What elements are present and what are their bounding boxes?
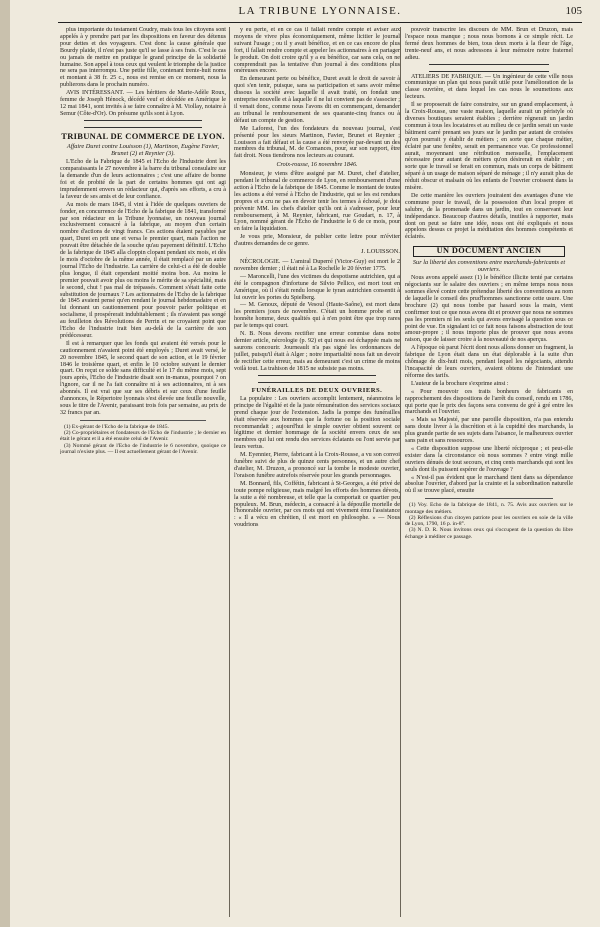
footnote: (3) N. D. R. Nous invitons ceux qui s'occupent de la question du libre échange à méditer ce passage. (405, 527, 573, 540)
newspaper-title: LA TRIBUNE LYONNAISE. (238, 5, 402, 17)
quote-paragraph: « N'est-il pas évident que le marchand tient dans sa dépendance absolue l'ouvrier, d'abord par la crainte et la subordination naturelle où il se trouve placé, ensuite (405, 474, 573, 495)
section-subtitle: Affaire Duret contre Louisson (1), Martinon, Eugène Favier, Brunet (2) et Reynier (3). (66, 143, 220, 158)
article-paragraph: Me Laforest, l'un des fondateurs du nouveau journal, s'est présenté pour les sieurs Martinon, Favier, Brunet et Reynier ; Louisson a fait défaut et la cause a été renvoyée par-devant un des membres du tribunal, M. de Comances, pour, sur son rapport, être fait droit. Nous tiendrons nos lecteurs au courant. (234, 125, 400, 160)
footnote: (2) Réflexions d'un citoyen patriote pour les ouvriers en soie de la ville de Lyon, 1790, 16 p. in-8°. (405, 514, 573, 528)
article-paragraph: L'auteur de la brochure s'exprime ainsi : (411, 380, 509, 387)
article-paragraph: En demeurant perte ou bénéfice, Duret avait le droit de savoir à quoi s'en tenir, puisque, sans sa participation et sans avoir même dissous la société avec laquelle il avait traité, on fondait une entreprise nouvelle et à laquelle il ne lui convient pas de s'associer ; il venait donc, comme nous l'avons dit en commençant, demander au tribunal le remboursement de ses quarante-cinq francs ou à défaut un compte de gestion. (234, 76, 400, 124)
boxed-section-title: UN DOCUMENT ANCIEN (413, 246, 565, 257)
header-rule (58, 22, 582, 23)
footnote: (2) Co-propriétaires et fondateurs de l'Echo de l'industrie ; le dernier en était le gérant et il a été ensuite celui de l'Avenir. (60, 430, 226, 443)
footnote: (1) Ex-gérant de l'Echo de la fabrique de 1845. (64, 423, 169, 430)
ornament-divider (258, 375, 376, 383)
footnote-rule (80, 420, 206, 421)
obituary-paragraph: — Maroncelli, l'une des victimes du despotisme autrichien, qui a été le compagnon d'infortune de Silvio Pellico, est mort tout en Amérique, où il s'était rendu lorsque le tyran autrichien consentit à lui ouvrir les portes du Spielberg. (234, 273, 400, 301)
article-paragraph: plus importante du testament Coudry, mais tous les citoyens sont appelés à y prendre part par les dispositions en faveur des détenus pour dettes et des voyageurs. C'est donc la cause générale que Bourdy plaide, il n'est pas juste qu'il se lasse à ses frais. C'est le cas ou jamais de mettre en pratique le grand principe de la solidarité humaine. Son appel à tous ceux qui veulent le triomphe de la justice ne sera pas interrompu. Une petite fille, contenant trente-huit noms et montant à 38 fr. 25 c., nous est remise en ce moment, nous la publierons dans le prochain numéro. (60, 27, 226, 89)
column-divider (229, 27, 230, 917)
correction-paragraph: N. B. Nous devons rectifier une erreur commise dans notre dernier article, nécrologie (p. 92) et qui nous est échappée mais ne saurons concourir. Journeault n'a pas signé les ordonnances de juillet, puisqu'il était à Alger ; notre impartialité nous fait un devoir de rectifier cette erreur, mais au demeurant c'est un crime de moins voilà tout. La trahison de 1815 ne subsiste pas moins. (234, 331, 400, 372)
column-divider (400, 27, 401, 917)
article-paragraph: L'Echo de la Fabrique de 1845 et l'Echo de l'Industrie dont les comparaissants le 27 novembre à la barre du tribunal consulaire sur la demande d'un de leurs actionnaires ; c'est une affaire de bonne foi et de probité de la part de certains hommes qui ont agi imprudemment envers un rédacteur qui, d'après ses efforts, a cru à la faveur de ses amis et de leur confiance. (60, 159, 226, 200)
quote-paragraph: « Pour mouvoir ces traits bonheurs de fabricants en rapprochement des dispositions de l'arrêt du conseil, rendu en 1786, qui porte que le prix des façons sera convenu de gré à gré entre les marchands et l'ouvrier. (405, 388, 573, 416)
article-paragraph: y eu perte, et en ce cas il fallait rendre compte et aviser aux moyens de vivre plus économiquement, même licitier le journal suivant l'usage ; ou il y avait bénéfice, et en ce cas encore de plus fort, il fallait rendre compte et appeler les actionnaires à en partager le produit. On doit croire qu'il y a eu bénéfice, car sans cela, on ne comprendrait pas la tentative d'un journal à des conditions plus onéreuses encore. (234, 27, 400, 75)
binding-edge (0, 0, 10, 927)
column-3 (405, 27, 573, 917)
article-paragraph: La populaire : Les ouvriers accomplit lentement, néanmoins le principe de l'égalité et de la juste rémunération des services sociaux prend chaque jour de l'extension. Jadis la pompe des funérailles était réservée aux hommes que la fortune ou la position sociale recommandait ; aujourd'hui le simple ouvrier obtient souvent ce légitime et dernier hommage de la société envers ceux de ses membres qui lui ont rendu des services éclatants ou l'ont servie par leurs vertus. (234, 395, 400, 451)
quote-paragraph: « Cette disposition suppose une liberté réciproque ; et peut-elle exister dans la circonstance où nous sommes ? entre vingt mille ouvriers dénués de tout secours, et cinq cents marchands qui sont les seuls dont ils puissent espérer de l'ouvrage ? (405, 445, 573, 473)
article-paragraph: M. Bonnard, fils, Coffétin, fabricant à St-Georges, a été privé de toute pompe religieuse, mais malgré les efforts des hommes dévots, la suite a été nombreuse, et telle que la comportait ce quartier peu populeux. M. Brun, médecin, a consacré à la dépouille mortelle de l'honorable ouvrier, par ces mots qui ont vivement ému l'assistance : « Il a vécu en chrétien, il est mort en philosophe. » — Nous voudrions (234, 480, 400, 529)
page-header (58, 5, 582, 21)
ornament-divider (84, 120, 202, 128)
section-title: TRIBUNAL DE COMMERCE DE LYON. (61, 130, 225, 141)
footnote-rule (425, 498, 553, 499)
article-paragraph: Nous avons appelé assez (1) le bénéfice illicite tenté par certains négociants sur le salaire des ouvriers ; en même temps nous nous sommes élevé contre cette prétendue liberté des conventions au nom de laquelle le conseil des prud'hommes sanctionne cette usure. Une brochure (2) qui nous tombe par hasard sous la main, vient confirmer tout ce que nous avons dit et prouver que nous ne sommes pas les premiers ni les seuls qui avons envisagé la question sous ce point de vue. En signalant ici ce fait nous faisons abstraction de tout amour-propre ; il nous importe plus de prouver que nous avons raison, que de laisser croire à la nouveauté de nos aperçus. (405, 275, 573, 344)
letter-date: Croix-rousse, 16 novembre 1846. (276, 162, 358, 169)
article-paragraph: A l'époque où parut l'écrit dont nous allons donner un fragment, la fabrique de Lyon était dans un état déplorable à la suite d'un chômage de dix-huit mois, pendant lequel les négociants, attendu l'incapacité de leurs ouvriers, avaient obtenu de l'intendant une réforme des tarifs. (405, 345, 573, 379)
obituary-paragraph: NÉCROLOGIE. — L'amiral Duperré (Victor-Guy) est mort le 2 novembre dernier ; il était né à La Rochelle le 20 février 1775. (234, 259, 400, 272)
quote-paragraph: « Mais sa Majesté, par une paroille disposition, n'a pas entendu sans doute livrer à la discrétion et à la cupidité des marchands, la plus grande partie de ses sujets dans l'aisance, le malheureux ouvrier sans pain et sans ressources. (405, 417, 573, 445)
article-paragraph: pouvoir transcrire les discours de MM. Brun et Druzon, mais l'espace nous manque ; nous nous bornons à ce simple récit. Le fermé deux hommes de bien, tous deux morts à la fleur de l'âge, trente-neuf ans, et nous adressons à leur mémoire notre fraternel adieu. (405, 27, 573, 61)
section-subtitle: Sur la liberté des conventions entre marchands-fabricants et ouvriers. (412, 259, 566, 274)
article-paragraph: Au mois de mars 1845, il vint à l'idée de quelques ouvriers de fonder, en concurrence de l'Echo de la fabrique de 1841, transformé par son rédacteur en la Tribune lyonnaise, un nouveau journal exclusivement consacré à la fabrique, au moyen d'un certain nombre d'actions de vingt francs. Ces actions étaient payables par quart, Duret en prit une et versa le premier quart, mais l'action ne pouvait être détachée de la souche qu'au payement définitif. L'Echo de la fabrique de 1845 alla cloppin clopant pendant six mois, et dès le mois d'octobre de la même année, il était remplacé par un autre journal l'Echo de l'industrie. La carrière de celui-ci a été de double plus longue, il était cependant moitié moins bon. Au moins le premier pouvait avoir plus ou moins le mérite de sa spécialité, mais le second, chut ! pas mal de trépassés. Comment s'était faite cette substitution de journaux ? Les actionnaires de l'Echo de la fabrique de 1845 avaient pensé qu'en rendant le journal hebdomadaire et en lui donnant un cautionnement pour pouvoir parler politique et socialisme, il prospérerait indubitablement ; ils n'avaient pas songé au feuilleton des Révolutions de Perrin et ne croyaient point que l'Echo de l'industrie irait bien au-delà de la carrière de son prédécesseur. (60, 201, 226, 339)
article-paragraph: Il se proposerait de faire construire, sur un grand emplacement, à la Croix-Rousse, une vaste maison, laquelle aurait un péristyle où diverses boutiques seraient établies ; derrière régnerait un jardin commun à tous les locataires et au milieu de ce jardin serait un vaste bâtiment carré prenant ses jours sur le jardin par autant de croisées qu'on pourrait y établir de métiers ; en sorte que chaque métier, éclairé par une fenêtre, serait en permanence vue. Ce professionnel aurait, moyennant une rétribution mensuelle, l'emplacement nécessaire pour autant de métiers qu'on désirerait en établir ; en sorte que le travail se ferait en commun, mais un corps de bâtiment séparé à un usage de maison séparé de ménage ; il n'y aurait plus de réduit obscur et malsain où les enfants de l'ouvrier croissent dans la misère. (405, 102, 573, 192)
article-paragraph: ATELIERS DE FABRIQUE. — Un ingénieur de cette ville nous communique un plan qui nous paraît utile pour l'amélioration de la classe ouvrière, et dans lequel les cas nous le soumettons aux lecteurs. (405, 73, 573, 101)
article-paragraph: De cette manière les ouvriers jouiraient des avantages d'une vie commune pour le travail, de la possession d'un local propre et salubre, de la promenade dans un jardin, tout en conservant leur indépendance. Beaucoup d'autres détails, inutiles à rapporter, mais dont on peut se faire une idée, nous ont été expliqués et nous appelons dessus ce projet la méditation des hommes compétents et éclairés. (405, 192, 573, 241)
footnote: (3) Nommé gérant de l'Echo de l'industrie le 6 novembre, quoique ce journal n'existe plus. — Il est actuellement gérant de l'Avenir. (60, 442, 226, 455)
notice-paragraph: AVIS INTÉRESSANT. — Les héritiers de Marie-Adèle Roux, femme de Joseph Hénock, décédé veuf et décédée en Amérique le 12 mai 1841, sont invités à se faire connaître à M. Viollay, notaire à Semur (Côte-d'Or). On présume qu'ils sont à Lyon. (60, 90, 226, 117)
footnote: (1) Voy. Echo de la fabrique de 1841, n. 75. Avis aux ouvriers sur le montage des métiers. (405, 502, 573, 515)
letter-paragraph: Je vous prie, Monsieur, de publier cette lettre pour m'éviter d'autres demandes de ce genre. (234, 234, 400, 248)
column-1 (60, 27, 226, 917)
letter-paragraph: Monsieur, je viens d'être assigné par M. Duret, chef d'atelier, pendant le tribunal de commerce de Lyon, en remboursement d'une action à l'Echo de la fabrique de 1845. Comme le montant de toutes les actions a été versé à l'Echo de l'industrie, qui se les est rendues propres et a cru ne pas en devoir tenir les termes à échoué, je dois prévenir MM. les chefs d'atelier qu'ils ont à s'adresser, pour leur remboursement, à M. Reynier, fabricant, rue Goudart, n. 17, à Lyon, nommé gérant de l'Echo de l'industrie le 6 de ce mois, pour en faire la liquidation. (234, 171, 400, 233)
article-paragraph: Il est à remarquer que les fonds qui avaient été versés pour le cautionnement n'avaient point été employés ; Duret avait versé, le 20 novembre 1845, le second quart de son action, et le 19 février 1846 le troisième quart, et enfin le 10 octobre suivant le dernier quart. On reçut ce solde sans difficulté et le 17 du même mois, sept jours après, l'Echo de l'industrie disait son in-manus, pourquoi ? on l'ignore, car il ne l'a fait connaître ni à ses actionnaires, ni à ses abonnés. Il est vrai que sur ses débris et sur ceux d'une feuille d'annonces, le Répertoire lyonnais s'est élevée une feuille nouvelle, sous le titre de l'Avenir, paraissant trois fois par semaine, au prix de 32 francs par an. (60, 340, 226, 416)
letter-signature: J. LOUISSON. (361, 248, 400, 256)
page-number: 105 (565, 5, 582, 17)
section-title: FUNÉRAILLES DE DEUX OUVRIERS. (251, 386, 383, 394)
article-paragraph: M. Eyennier, Pierre, fabricant à la Croix-Rousse, a vu son convoi funèbre suivi de plus de quinze cents personnes, et un autre chef d'atelier, M. Druzon, a prononcé sur la tombe le modeste ouvrier, l'oraison funèbre autrefois réservée pour les grands personnages. (234, 452, 400, 479)
ornament-divider (429, 64, 549, 72)
obituary-paragraph: — M. Genoux, député de Vesoul (Haute-Saône), est mort dans les premiers jours de novembre. C'était un homme probe et un honnête homme, deux qualités qui à n'en point être que trop rares par le temps qui court. (234, 302, 400, 330)
column-2 (234, 27, 400, 917)
